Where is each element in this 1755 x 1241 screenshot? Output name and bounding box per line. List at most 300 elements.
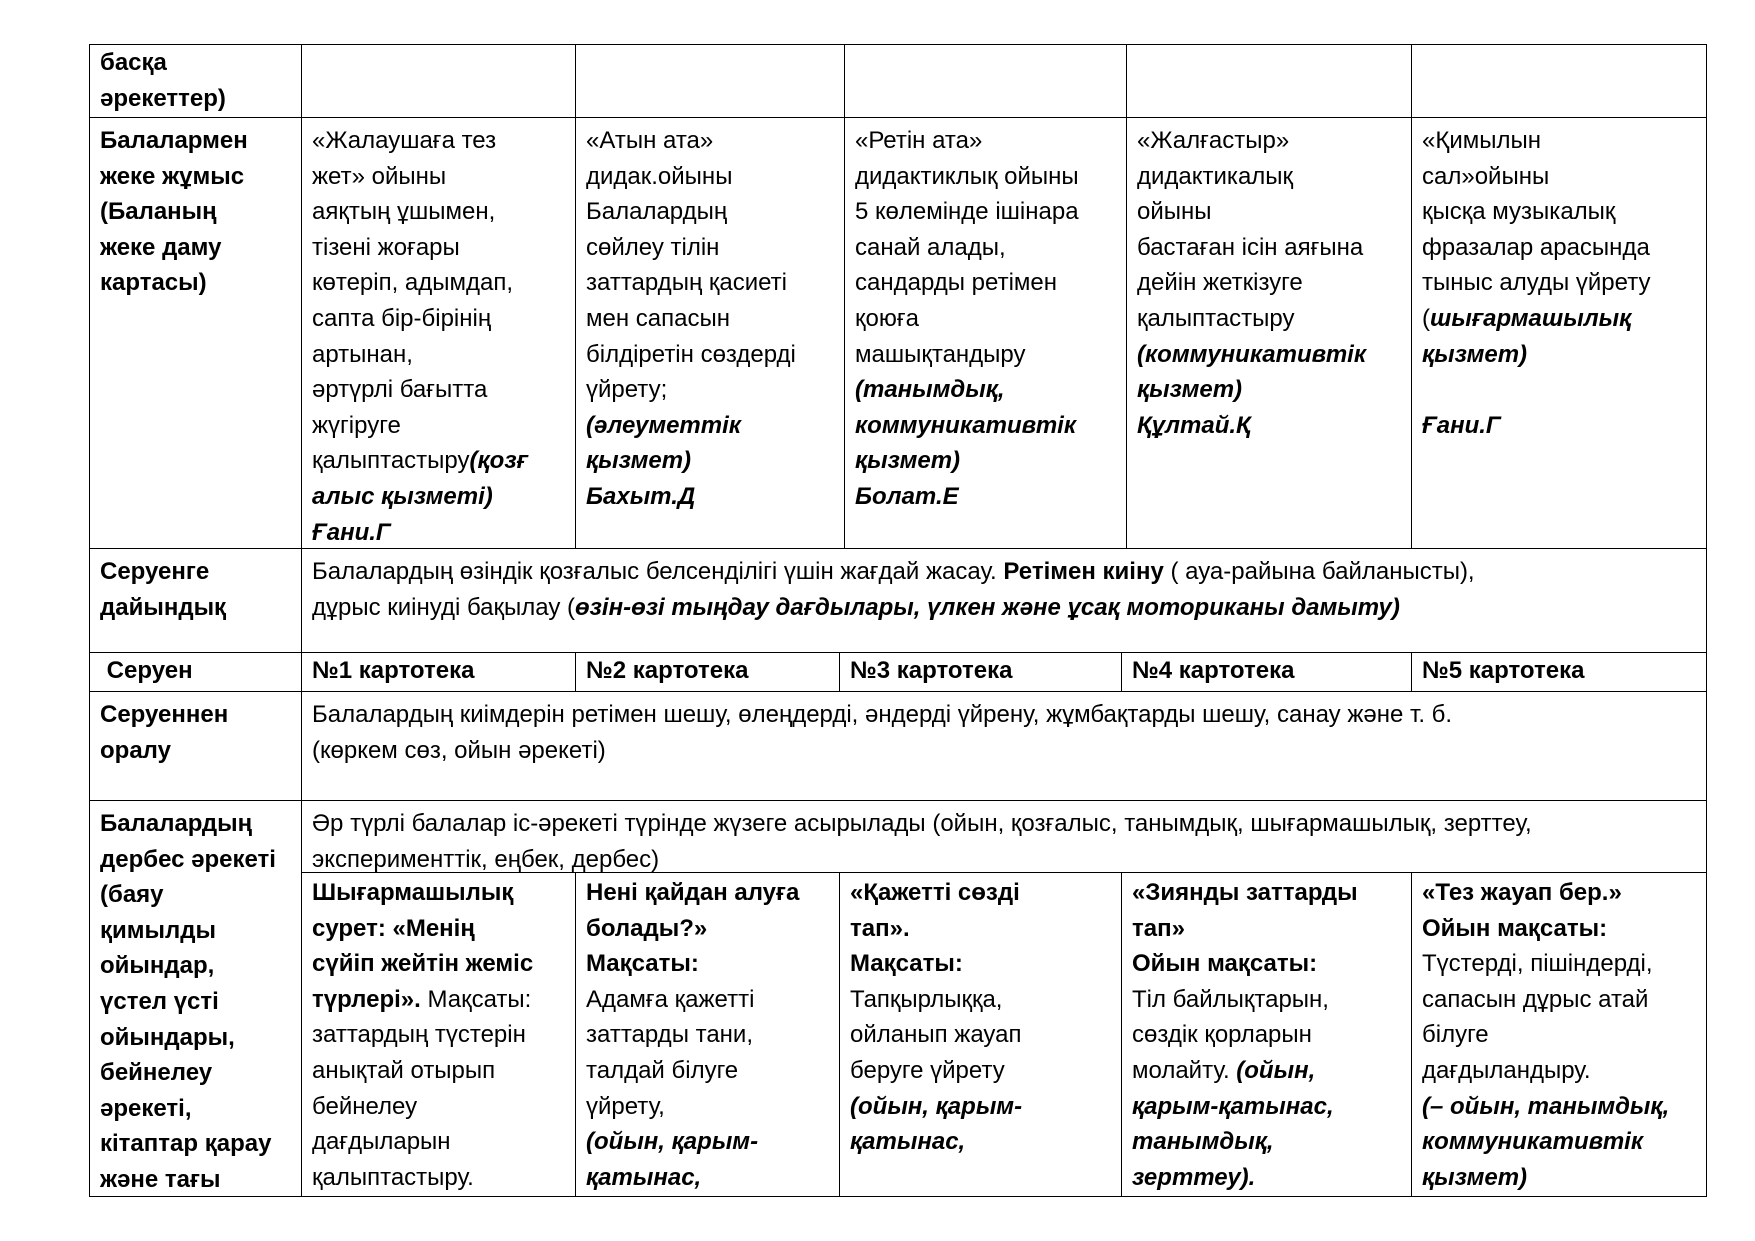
- label-text: Серуенге: [100, 558, 210, 585]
- text-line: [586, 301, 834, 337]
- text-line: [855, 194, 1116, 230]
- text-line: [1132, 982, 1401, 1018]
- label-text: жеке даму: [100, 233, 222, 261]
- text-line: [100, 984, 291, 1020]
- game-title: тап».: [850, 914, 910, 942]
- text-line: [312, 1017, 565, 1053]
- cell-text: сандарды ретімен: [855, 269, 1057, 297]
- cell-text: 5 көлемінде ішінара: [855, 198, 1079, 226]
- text-line: [100, 1162, 291, 1197]
- text-line: [1132, 875, 1401, 911]
- cell-text: мен сапасын: [586, 304, 730, 332]
- text-line: [312, 230, 565, 266]
- text-line: [312, 1160, 565, 1196]
- text-line: [586, 1124, 829, 1160]
- text-line: [100, 948, 291, 984]
- text-line: [1422, 946, 1696, 982]
- cell-text: қоюға: [855, 304, 919, 332]
- card-label: №5 картотека: [1422, 657, 1585, 684]
- game-cell-1: [301, 872, 575, 1197]
- text-line: [855, 479, 1116, 515]
- label-text: (Баланың: [100, 198, 217, 226]
- game-title: Мақсаты:: [586, 950, 699, 978]
- cell-text: ойыны: [1137, 198, 1212, 226]
- text-line: [312, 1089, 565, 1125]
- cell-text: сапасын дұрыс атай: [1422, 985, 1649, 1013]
- cell-text: қалыптастыру: [1137, 304, 1295, 332]
- label-text: дербес әрекеті: [100, 845, 276, 873]
- empty-cell: [301, 44, 575, 117]
- text-line: [1422, 372, 1696, 408]
- text-line: [1422, 1124, 1696, 1160]
- cell-text: «Қимылын: [1422, 127, 1541, 154]
- activity-type: (қозғ: [469, 447, 528, 475]
- cell-text: Тапқырлыққа,: [850, 985, 1003, 1013]
- label-text: жеке жұмыс: [100, 162, 245, 190]
- text-line: [312, 123, 565, 159]
- label-text: оралу: [100, 736, 171, 764]
- row-label: [89, 117, 301, 548]
- text-line: [312, 265, 565, 301]
- text-line: [312, 590, 1696, 626]
- text-line: [312, 842, 1696, 872]
- label-text: (баяу: [100, 881, 164, 909]
- text-line: [312, 159, 565, 195]
- text-line: [1137, 230, 1401, 266]
- cell-text: Тіл байлықтарын,: [1132, 985, 1329, 1013]
- text-line: [855, 159, 1116, 195]
- cell-text: заттардың түстерін: [312, 1021, 526, 1049]
- game-title: «Тез жауап бер.»: [1422, 879, 1622, 906]
- merged-cell: [301, 548, 1707, 652]
- game-title: сурет: «Менің: [312, 914, 475, 942]
- activity-type: қызмет): [1422, 1163, 1528, 1191]
- game-title: Ойын мақсаты:: [1132, 950, 1318, 978]
- cell-text: қысқа музыкалық: [1422, 198, 1616, 226]
- text-line: [1137, 372, 1401, 408]
- cell-text: үйрету;: [586, 376, 668, 404]
- activity-type: қызмет): [586, 447, 692, 475]
- card-label: №1 картотека: [312, 657, 475, 684]
- activity-type: Болат.Е: [855, 482, 959, 510]
- card-label: №3 картотека: [850, 657, 1013, 684]
- cell-text: фразалар арасында: [1422, 233, 1650, 261]
- label-text: әрекеттер): [100, 84, 226, 112]
- label-text: Балалармен: [100, 127, 248, 154]
- text-line: [586, 1053, 829, 1089]
- text-line: [1137, 301, 1401, 337]
- cell-text: дағдыларын: [312, 1128, 451, 1156]
- merged-cell: [301, 800, 1707, 872]
- game-title: болады?»: [586, 914, 708, 942]
- text-line: [855, 408, 1116, 444]
- text-line: [100, 265, 291, 301]
- text-line: [100, 1020, 291, 1056]
- activity-type: алыс қызметі): [312, 482, 493, 510]
- cell-text: үйрету,: [586, 1092, 665, 1120]
- text-line: [1132, 653, 1401, 689]
- text-line: [100, 913, 291, 949]
- text-line: [1422, 408, 1696, 444]
- text-line: [312, 337, 565, 373]
- game-title: Ойын мақсаты:: [1422, 914, 1608, 942]
- text-line: [1422, 1017, 1696, 1053]
- text-line: [312, 946, 565, 982]
- cell-text: көтеріп, адымдап,: [312, 269, 514, 297]
- activity-type: Ғани.Г: [312, 518, 391, 546]
- card-cell-1: [301, 652, 575, 691]
- text-line: [100, 733, 291, 769]
- label-text: кітаптар қарау: [100, 1130, 272, 1158]
- text-line: [586, 653, 829, 689]
- text-line: [1132, 1124, 1401, 1160]
- text-line: [1132, 1053, 1401, 1089]
- activity-type: шығармашылық: [1430, 304, 1632, 332]
- text-line: [850, 1053, 1111, 1089]
- text-line: [100, 45, 291, 81]
- cell-text-bold: Ретімен киіну: [1003, 558, 1164, 585]
- text-line: [586, 408, 834, 444]
- cell-text: эксперименттік, еңбек, дербес): [312, 845, 660, 872]
- text-line: [100, 123, 291, 159]
- empty-cell: [1126, 44, 1411, 117]
- text-line: [1422, 982, 1696, 1018]
- text-line: [855, 372, 1116, 408]
- text-line: [100, 230, 291, 266]
- text-line: [312, 194, 565, 230]
- cell-text: анықтай отырып: [312, 1056, 496, 1084]
- text-line: [100, 1091, 291, 1127]
- cell-text: молайту.: [1132, 1056, 1237, 1084]
- cell-text: дағдыландыру.: [1422, 1056, 1591, 1084]
- text-line: [1422, 194, 1696, 230]
- label-text: Серуен: [100, 657, 193, 684]
- text-line: [100, 653, 291, 689]
- card-cell-2: [575, 652, 839, 691]
- cell-text: дейін жеткізуге: [1137, 269, 1303, 297]
- cell-text: «Жалаушаға тез: [312, 127, 497, 154]
- activity-type: Ғани.Г: [1422, 411, 1501, 439]
- label-text: Серуеннен: [100, 701, 229, 728]
- text-line: [312, 911, 565, 947]
- cell-text: сөздік қорларын: [1132, 1021, 1312, 1049]
- cell-text: бейнелеу: [312, 1092, 418, 1120]
- text-line: [586, 265, 834, 301]
- row-return-from-walk: [89, 691, 1707, 800]
- text-line: [100, 842, 291, 878]
- cell-text: аяқтың ұшымен,: [312, 198, 496, 226]
- activity-type: өзін-өзі тыңдау дағдылары, үлкен және ұсақ моториканы дамыту): [575, 593, 1400, 621]
- game-title: Шығармашылық: [312, 879, 514, 906]
- text-line: [586, 875, 829, 911]
- cell-text: жүгіруге: [312, 411, 401, 439]
- cell-text: Әр түрлі балалар іс-әрекеті түрінде жүзеге асырылады (ойын, қозғалыс, танымдық, шығармашылық, зерттеу,: [312, 810, 1532, 837]
- text-line: [312, 408, 565, 444]
- cell-text: тыныс алуды үйрету: [1422, 269, 1651, 297]
- label-text: ойындар,: [100, 952, 215, 980]
- card-label: №2 картотека: [586, 657, 749, 684]
- cell-text: қалыптастыру.: [312, 1163, 474, 1191]
- game-title: түрлері».: [312, 985, 421, 1013]
- text-line: [100, 159, 291, 195]
- cell-text: дидак.ойыны: [586, 162, 733, 190]
- text-line: [1422, 337, 1696, 373]
- game-cell-5: [1411, 872, 1707, 1197]
- game-cell-4: [1121, 872, 1411, 1197]
- text-line: [312, 806, 1696, 842]
- merged-cell: [301, 691, 1707, 800]
- cell-text: «Атын ата»: [586, 127, 714, 154]
- text-line: [312, 443, 565, 479]
- label-text: және тағы: [100, 1165, 221, 1193]
- cell-text: сөйлеу тілін: [586, 233, 720, 261]
- text-line: [1422, 1160, 1696, 1196]
- cell-text: санай алады,: [855, 233, 1006, 261]
- day-cell-3: [844, 117, 1126, 548]
- cell-text: ( ауа-райына байланысты),: [1163, 558, 1475, 585]
- text-line: [312, 515, 565, 548]
- text-line: [586, 911, 829, 947]
- cell-text: Балалардың: [586, 198, 728, 226]
- game-title: «Қажетті сөзді: [850, 879, 1020, 906]
- row-top-continuation: [89, 44, 1707, 117]
- day-cell-2: [575, 117, 844, 548]
- text-line: [312, 697, 1696, 733]
- cell-text: әртүрлі бағытта: [312, 376, 488, 404]
- activity-type: (ойын, қарым-: [850, 1092, 1023, 1120]
- cell-text: сал»ойыны: [1422, 162, 1550, 190]
- cell-text: Балалардың киімдерін ретімен шешу, өлеңдерді, әндерді үйрену, жұмбақтарды шешу, санау және т. б.: [312, 701, 1453, 728]
- text-line: [586, 1160, 829, 1196]
- cell-text: жет» ойыны: [312, 162, 447, 190]
- cell-text: талдай білуге: [586, 1056, 739, 1084]
- text-line: [586, 1017, 829, 1053]
- text-line: [100, 1055, 291, 1091]
- text-line: [312, 875, 565, 911]
- text-line: [312, 982, 565, 1018]
- game-title: «Зиянды заттарды: [1132, 879, 1358, 906]
- text-line: [855, 443, 1116, 479]
- row-individual-work: [89, 117, 1707, 548]
- text-line: [850, 911, 1111, 947]
- activity-type: қатынас,: [850, 1128, 966, 1156]
- text-line: [1132, 1017, 1401, 1053]
- label-text: қимылды: [100, 916, 216, 944]
- text-line: [1132, 946, 1401, 982]
- activity-type: коммуникативтік: [1422, 1128, 1643, 1156]
- text-line: [312, 1124, 565, 1160]
- text-line: [1422, 911, 1696, 947]
- activity-type: қатынас,: [586, 1163, 702, 1191]
- cell-text: Түстерді, пішіндерді,: [1422, 950, 1653, 978]
- text-line: [1422, 230, 1696, 266]
- text-line: [855, 301, 1116, 337]
- text-line: [100, 590, 291, 626]
- activity-type: (әлеуметтік: [586, 411, 741, 439]
- cell-text: бастаған ісін аяғына: [1137, 233, 1364, 261]
- cell-text: заттарды тани,: [586, 1021, 754, 1049]
- cell-text: «Жалғастыр»: [1137, 127, 1290, 154]
- text-line: [586, 337, 834, 373]
- text-line: [586, 479, 834, 515]
- card-cell-3: [839, 652, 1121, 691]
- day-cell-1: [301, 117, 575, 548]
- card-cell-4: [1121, 652, 1411, 691]
- cell-text: сапта бір-бірінің: [312, 304, 492, 332]
- text-line: [1137, 194, 1401, 230]
- cell-text: тізені жоғары: [312, 233, 460, 261]
- text-line: [1132, 1160, 1401, 1196]
- activity-type: (ойын,: [1236, 1056, 1316, 1084]
- label-text: картасы): [100, 269, 207, 297]
- game-cell-2: [575, 872, 839, 1197]
- cell-text: Балалардың өзіндік қозғалыс белсенділігі үшін жағдай жасау.: [312, 558, 1004, 585]
- text-line: [100, 81, 291, 117]
- activity-type: қызмет): [1422, 340, 1528, 368]
- text-line: [586, 372, 834, 408]
- cell-text: «Ретін ата»: [855, 127, 983, 154]
- row-label: [89, 548, 301, 652]
- row-label: [89, 800, 301, 1197]
- text-line: [586, 159, 834, 195]
- game-title: сүйіп жейтін жеміс: [312, 950, 534, 978]
- cell-text: машықтандыру: [855, 340, 1026, 368]
- text-line: [1137, 123, 1401, 159]
- text-line: [855, 265, 1116, 301]
- row-walk-preparation: [89, 548, 1707, 652]
- activity-type: (танымдық,: [855, 376, 1005, 404]
- activity-type: қарым-қатынас,: [1132, 1092, 1334, 1120]
- activity-type: Бахыт.Д: [586, 482, 696, 510]
- label-text: бейнелеу: [100, 1059, 213, 1087]
- cell-text: заттардың қасиеті: [586, 269, 787, 297]
- text-line: [855, 337, 1116, 373]
- text-line: [850, 875, 1111, 911]
- text-line: [586, 443, 834, 479]
- text-line: [850, 946, 1111, 982]
- text-line: [586, 982, 829, 1018]
- text-line: [1137, 159, 1401, 195]
- empty-cell: [575, 44, 844, 117]
- label-text: басқа: [100, 49, 167, 76]
- row-label: [89, 44, 301, 117]
- row-walk: [89, 652, 1707, 691]
- activity-type: (ойын, қарым-: [586, 1128, 759, 1156]
- text-line: [312, 301, 565, 337]
- activity-type: Құлтай.Қ: [1137, 411, 1251, 439]
- text-line: [100, 194, 291, 230]
- cell-text: (: [1422, 304, 1430, 332]
- text-line: [586, 946, 829, 982]
- day-cell-5: [1411, 117, 1707, 548]
- text-line: [312, 554, 1696, 590]
- text-line: [1422, 653, 1696, 689]
- game-title: Нені қайдан алуға: [586, 879, 800, 906]
- cell-text: беруге үйрету: [850, 1056, 1005, 1084]
- activity-type: (– ойын, танымдық,: [1422, 1092, 1670, 1120]
- text-line: [1422, 1089, 1696, 1125]
- cell-text: білдіретін сөздерді: [586, 340, 796, 368]
- activity-type: коммуникативтік: [855, 411, 1076, 439]
- text-line: [1422, 301, 1696, 337]
- spacer: [1422, 376, 1429, 403]
- cell-text: ойланып жауап: [850, 1021, 1022, 1049]
- cell-text: дидактикалық: [1137, 162, 1294, 190]
- text-line: [850, 653, 1111, 689]
- text-line: [586, 230, 834, 266]
- label-text: үстел үсті: [100, 987, 219, 1015]
- text-line: [1422, 875, 1696, 911]
- text-line: [312, 1053, 565, 1089]
- empty-cell: [844, 44, 1126, 117]
- cell-text: Мақсаты:: [420, 985, 532, 1013]
- text-line: [850, 1089, 1111, 1125]
- row-independent-activity: [89, 800, 1707, 1197]
- activity-type: қызмет): [1137, 376, 1243, 404]
- text-line: [1132, 1089, 1401, 1125]
- text-line: [586, 1089, 829, 1125]
- empty-cell: [1411, 44, 1707, 117]
- text-line: [1137, 337, 1401, 373]
- text-line: [1422, 265, 1696, 301]
- game-title: Мақсаты:: [850, 950, 963, 978]
- cell-text: (көркем сөз, ойын әрекеті): [312, 736, 606, 764]
- text-line: [1132, 911, 1401, 947]
- label-text: Балалардың: [100, 810, 253, 837]
- cell-text: қалыптастыру: [312, 447, 470, 475]
- text-line: [312, 653, 565, 689]
- text-line: [312, 372, 565, 408]
- cell-text: дұрыс киінуді бақылау (: [312, 593, 576, 621]
- label-text: әрекеті,: [100, 1094, 192, 1122]
- game-cell-3: [839, 872, 1121, 1197]
- text-line: [100, 697, 291, 733]
- text-line: [1137, 408, 1401, 444]
- label-text: дайындық: [100, 593, 227, 621]
- text-line: [586, 123, 834, 159]
- text-line: [1422, 159, 1696, 195]
- text-line: [312, 479, 565, 515]
- row-label: [89, 652, 301, 691]
- activity-type: қызмет): [855, 447, 961, 475]
- card-label: №4 картотека: [1132, 657, 1295, 684]
- text-line: [100, 1126, 291, 1162]
- game-title: тап»: [1132, 914, 1185, 942]
- cell-text: білуге: [1422, 1021, 1489, 1049]
- text-line: [850, 1124, 1111, 1160]
- text-line: [850, 1017, 1111, 1053]
- cell-text: дидактиклық ойыны: [855, 162, 1079, 190]
- activity-type: зерттеу).: [1132, 1163, 1256, 1191]
- activity-type: (коммуникативтік: [1137, 340, 1366, 368]
- text-line: [855, 123, 1116, 159]
- text-line: [1422, 1053, 1696, 1089]
- row-label: [89, 691, 301, 800]
- text-line: [1137, 265, 1401, 301]
- text-line: [850, 982, 1111, 1018]
- activity-type: танымдық,: [1132, 1128, 1274, 1156]
- cell-text: артынан,: [312, 340, 413, 368]
- label-text: ойындары,: [100, 1023, 235, 1051]
- text-line: [100, 806, 291, 842]
- text-line: [312, 733, 1696, 769]
- text-line: [100, 554, 291, 590]
- text-line: [1422, 123, 1696, 159]
- cell-text: Адамға қажетті: [586, 985, 755, 1013]
- text-line: [855, 230, 1116, 266]
- card-cell-5: [1411, 652, 1707, 691]
- text-line: [100, 877, 291, 913]
